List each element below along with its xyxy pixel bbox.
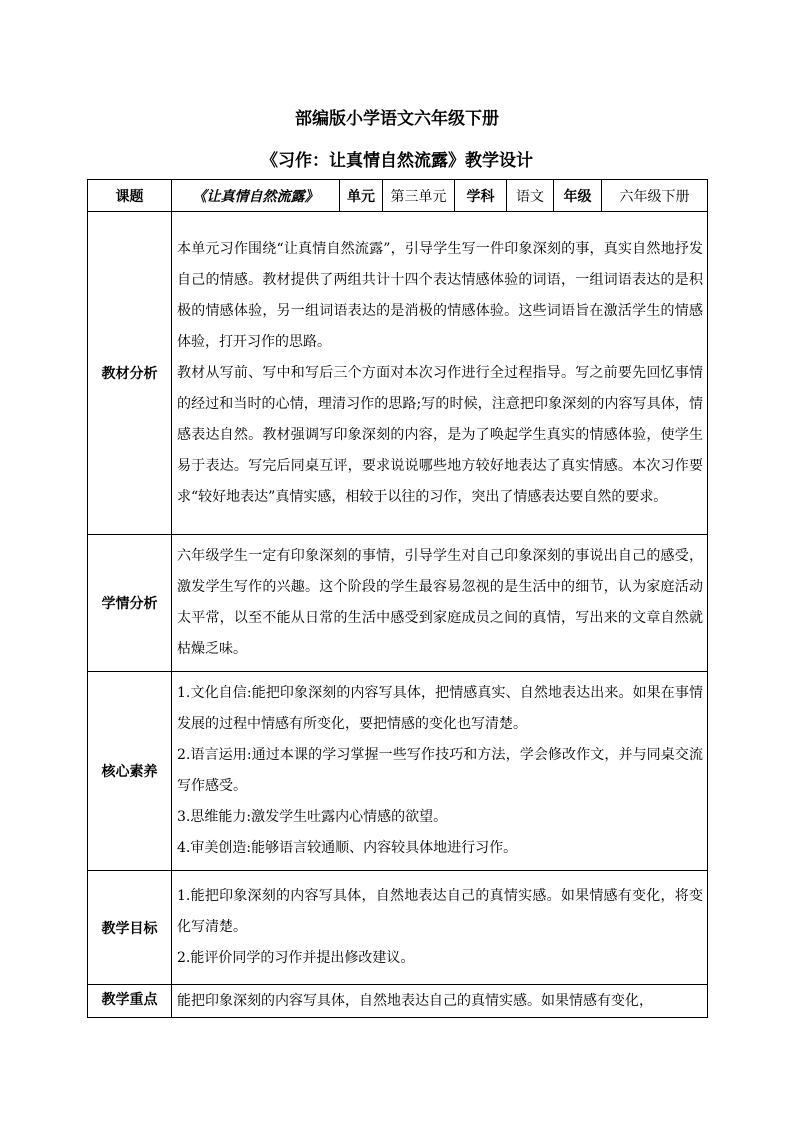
row-key-points [88, 985, 708, 1018]
label-teaching-goals: 教学目标 [88, 871, 172, 985]
student-analysis-content [172, 535, 708, 672]
label-unit: 单元 [340, 180, 383, 212]
textbook-paragraph-1: 本单元习作围绕“让真情自然流露”，引导学生写一件印象深刻的事，真实自然地抒发自己的情感。教材提供了两组共计十四个表达情感体验的词语，一组词语表达的是积极的情感体验，另一组词语表达的是消极的情感体验。这些词语旨在激活学生的情感体验，打开习作的思路。 [177, 240, 703, 350]
label-topic: 课题 [88, 180, 172, 212]
textbook-analysis-content [172, 212, 708, 535]
label-textbook-analysis: 教材分析 [88, 212, 172, 535]
literacy-item-4: 4.审美创造:能够语言较通顺、内容较具体地进行习作。 [177, 840, 518, 856]
row-teaching-goals [88, 871, 708, 985]
doc-subtitle: 《习作：让真情自然流露》教学设计 [261, 151, 533, 171]
row-student-analysis [88, 535, 708, 672]
key-points-content [172, 985, 708, 1018]
row-core-literacy [88, 672, 708, 871]
label-key-points: 教学重点 [88, 985, 172, 1018]
topic-value: 《让真情自然流露》 [172, 180, 340, 212]
goal-item-2: 2.能评价同学的习作并提出修改建议。 [177, 950, 415, 966]
students-paragraph-1: 六年级学生一定有印象深刻的事情，引导学生对自己印象深刻的事说出自己的感受，激发学生写作的兴趣。这个阶段的学生最容易忽视的是生活中的细节，认为家庭活动太平常，以至不能从日常的生活中感受到家庭成员之间的真情，写出来的文章自然就枯燥乏味。 [177, 548, 703, 657]
subject-value: 语文 [507, 180, 554, 212]
label-grade: 年级 [554, 180, 602, 212]
row-textbook-analysis [88, 212, 708, 535]
label-student-analysis: 学情分析 [88, 535, 172, 672]
core-literacy-content [172, 672, 708, 871]
teaching-goals-content [172, 871, 708, 985]
literacy-item-1: 1.文化自信:能把印象深刻的内容写具体，把情感真实、自然地表达出来。如果在事情发展的过程中情感有所变化，要把情感的变化也写清楚。 [177, 685, 703, 732]
label-subject: 学科 [455, 180, 507, 212]
literacy-item-3: 3.思维能力:激发学生吐露内心情感的欲望。 [177, 809, 448, 825]
lesson-plan-table [87, 179, 708, 1018]
literacy-item-2: 2.语言运用:通过本课的学习掌握一些写作技巧和方法，学会修改作文，并与同桌交流写作感受。 [177, 747, 703, 794]
keypoint-text: 能把印象深刻的内容写具体，自然地表达自己的真情实感。如果情感有变化， [177, 993, 653, 1009]
unit-value: 第三单元 [383, 180, 455, 212]
grade-value: 六年级下册 [602, 180, 708, 212]
doc-title: 部编版小学语文六年级下册 [295, 109, 499, 129]
header-row [88, 180, 708, 212]
label-core-literacy: 核心素养 [88, 672, 172, 871]
goal-item-1: 1.能把印象深刻的内容写具体，自然地表达自己的真情实感。如果情感有变化，将变化写清楚。 [177, 888, 703, 935]
textbook-paragraph-2: 教材从写前、写中和写后三个方面对本次习作进行全过程指导。写之前要先回忆事情的经过和当时的心情，理清习作的思路;写的时候，注意把印象深刻的内容写具体，情感表达自然。教材强调写印象深刻的内容，是为了唤起学生真实的情感体验，使学生易于表达。写完后同桌互评，要求说说哪些地方较好地表达了真实情感。本次习作要求“较好地表达”真情实感，相较于以往的习作，突出了情感表达要自然的要求。 [177, 364, 703, 505]
